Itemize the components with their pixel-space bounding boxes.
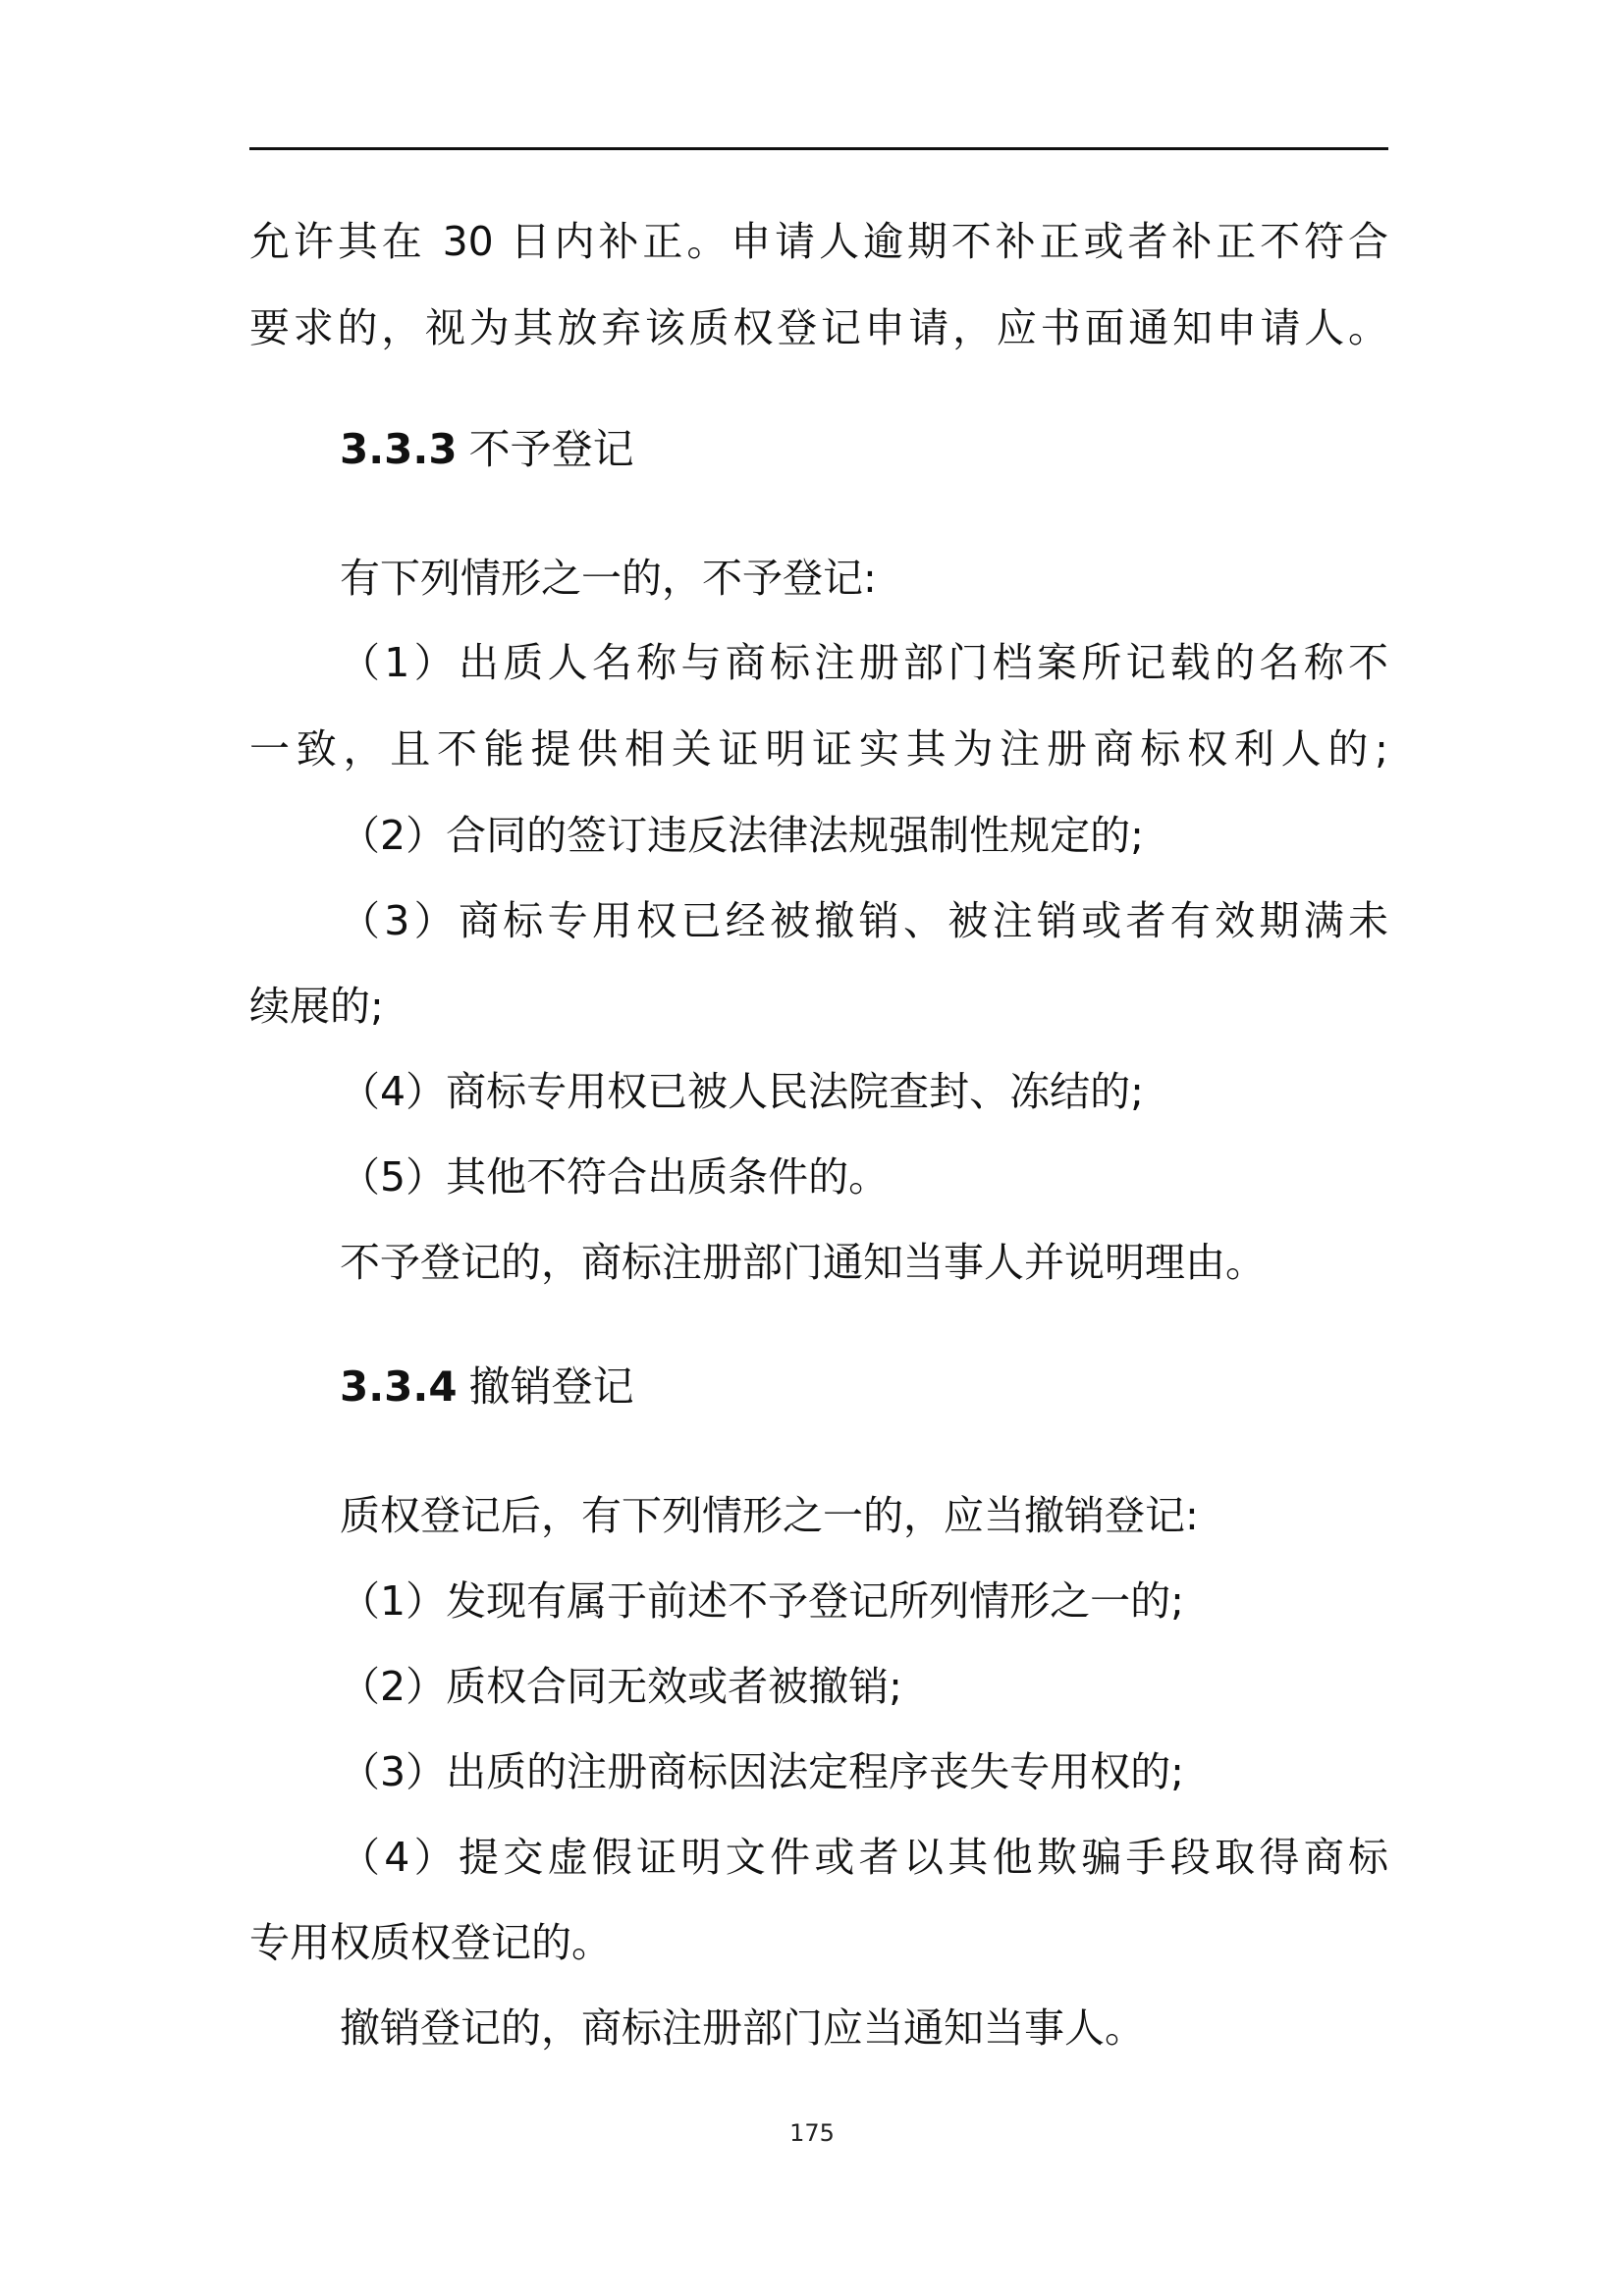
list-item: （3）商标专用权已经被撤销、被注销或者有效期满未 — [340, 897, 1388, 944]
section-heading-333 — [340, 420, 634, 479]
list-item: （4）商标专用权已被人民法院查封、冻结的; — [340, 1068, 1144, 1115]
paragraph-line: 要求的，视为其放弃该质权登记申请，应书面通知申请人。 — [249, 304, 1388, 351]
section-closing: 不予登记的，商标注册部门通知当事人并说明理由。 — [340, 1239, 1266, 1286]
paragraph-line: 允许其在 30 日内补正。申请人逾期不补正或者补正不符合 — [249, 218, 1388, 265]
list-item-continuation: 续展的; — [249, 983, 384, 1030]
list-item: （1）出质人名称与商标注册部门档案所记载的名称不 — [340, 639, 1388, 686]
section-number: 3.3.3 — [340, 425, 458, 473]
list-item-continuation: 一致，且不能提供相关证明证实其为注册商标权利人的; — [249, 725, 1388, 773]
list-item: （2）合同的签订违反法律法规强制性规定的; — [340, 812, 1144, 859]
section-number: 3.3.4 — [340, 1362, 458, 1411]
list-item-continuation: 专用权质权登记的。 — [249, 1919, 612, 1966]
list-item: （3）出质的注册商标因法定程序丧失专用权的; — [340, 1748, 1184, 1795]
list-item: （5）其他不符合出质条件的。 — [340, 1153, 890, 1201]
section-intro: 质权登记后，有下列情形之一的，应当撤销登记: — [340, 1492, 1199, 1539]
section-heading-334 — [340, 1358, 634, 1416]
page-number: 175 — [789, 2119, 835, 2147]
section-closing: 撤销登记的，商标注册部门应当通知当事人。 — [340, 2004, 1145, 2052]
list-item: （2）质权合同无效或者被撤销; — [340, 1663, 902, 1710]
section-intro: 有下列情形之一的，不予登记: — [340, 555, 877, 602]
list-item: （1）发现有属于前述不予登记所列情形之一的; — [340, 1577, 1184, 1625]
header-rule — [249, 147, 1388, 150]
list-item: （4）提交虚假证明文件或者以其他欺骗手段取得商标 — [340, 1834, 1388, 1881]
section-title: 撤销登记 — [468, 1362, 634, 1411]
section-title: 不予登记 — [468, 425, 634, 473]
